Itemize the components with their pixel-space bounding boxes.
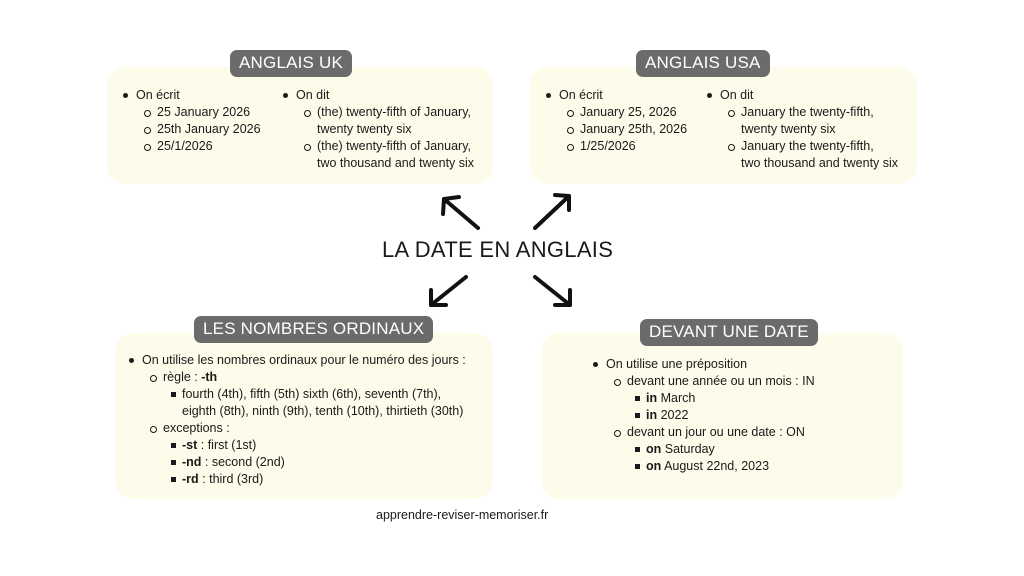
- arrow-down-left-icon: [431, 277, 466, 305]
- ordinals-intro: On utilise les nombres ordinaux pour le numéro des jours :: [142, 353, 466, 367]
- uk-written-label: On écrit: [136, 88, 180, 102]
- ordinals-exceptions-label: exceptions :: [163, 421, 230, 435]
- before-date-in-label: devant une année ou un mois : IN: [627, 374, 815, 388]
- uk-spoken-line: (the) twenty-fifth of January,: [317, 105, 471, 119]
- uk-spoken-line: (the) twenty-fifth of January,: [317, 139, 471, 153]
- ordinals-exception-text: : third (3rd): [198, 472, 264, 486]
- before-date-on-example: [633, 441, 815, 458]
- ordinals-exception-text: : first (1st): [197, 438, 257, 452]
- uk-written-example: 25 January 2026: [142, 104, 261, 121]
- ordinals-exception-suffix: -rd: [182, 472, 199, 486]
- ordinals-exceptions-item: [148, 420, 466, 488]
- usa-spoken-line: January the twenty-fifth,: [741, 139, 874, 153]
- ordinals-intro-item: [127, 352, 466, 488]
- uk-spoken-line: twenty twenty six: [317, 122, 412, 136]
- usa-written-example: January 25th, 2026: [565, 121, 687, 138]
- before-date-content: [591, 356, 815, 475]
- before-date-in-example: [633, 407, 815, 424]
- usa-spoken-line: two thousand and twenty six: [741, 156, 899, 170]
- ordinals-rule-item: [148, 369, 466, 420]
- before-date-in-example: [633, 390, 815, 407]
- ordinals-exception-suffix: -st: [182, 438, 198, 452]
- center-title: LA DATE EN ANGLAIS: [382, 237, 614, 262]
- before-date-intro: On utilise une préposition: [606, 357, 748, 371]
- usa-spoken-label: On dit: [720, 88, 754, 102]
- ordinals-exception-text: : second (2nd): [201, 455, 285, 469]
- usa-written-example: January 25, 2026: [565, 104, 687, 121]
- uk-written-example: 25/1/2026: [142, 138, 261, 155]
- ordinals-title: LES NOMBRES ORDINAUX: [194, 316, 433, 343]
- ordinals-exception: [169, 471, 466, 488]
- usa-title: ANGLAIS USA: [636, 50, 770, 77]
- ordinals-rule-suffix: -th: [201, 370, 218, 384]
- arrow-down-right-icon: [535, 277, 570, 305]
- preposition: on: [646, 442, 662, 456]
- before-date-title: DEVANT UNE DATE: [640, 319, 818, 346]
- before-date-on-label: devant un jour ou une date : ON: [627, 425, 805, 439]
- arrow-up-left-icon: [443, 197, 478, 228]
- usa-spoken-line: twenty twenty six: [741, 122, 836, 136]
- arrow-up-right-icon: [535, 195, 569, 228]
- ordinals-content: [127, 352, 466, 488]
- ordinals-exception: [169, 437, 466, 454]
- ordinals-rule-line: eighth (8th), ninth (9th), tenth (10th), thirtieth (30th): [182, 404, 464, 418]
- ordinals-rule-label: règle :: [163, 370, 202, 384]
- footer-website: apprendre-reviser-memoriser.fr: [376, 508, 549, 522]
- before-date-intro-item: [591, 356, 815, 475]
- example-text: August 22nd, 2023: [661, 459, 770, 473]
- before-date-on-example: [633, 458, 815, 475]
- usa-written-example: 1/25/2026: [565, 138, 687, 155]
- uk-title: ANGLAIS UK: [230, 50, 352, 77]
- before-date-on-item: [612, 424, 815, 475]
- preposition: in: [646, 408, 658, 422]
- ordinals-rule-examples: [169, 386, 466, 420]
- uk-spoken-label: On dit: [296, 88, 330, 102]
- example-text: March: [657, 391, 696, 405]
- usa-written-label: On écrit: [559, 88, 603, 102]
- uk-written-example: 25th January 2026: [142, 121, 261, 138]
- example-text: Saturday: [661, 442, 715, 456]
- ordinals-exception: [169, 454, 466, 471]
- usa-spoken-line: January the twenty-fifth,: [741, 105, 874, 119]
- before-date-in-item: [612, 373, 815, 424]
- preposition: on: [646, 459, 662, 473]
- uk-spoken-line: two thousand and twenty six: [317, 156, 475, 170]
- ordinals-rule-line: fourth (4th), fifth (5th) sixth (6th), seventh (7th),: [182, 387, 442, 401]
- ordinals-exception-suffix: -nd: [182, 455, 202, 469]
- preposition: in: [646, 391, 658, 405]
- example-text: 2022: [657, 408, 689, 422]
